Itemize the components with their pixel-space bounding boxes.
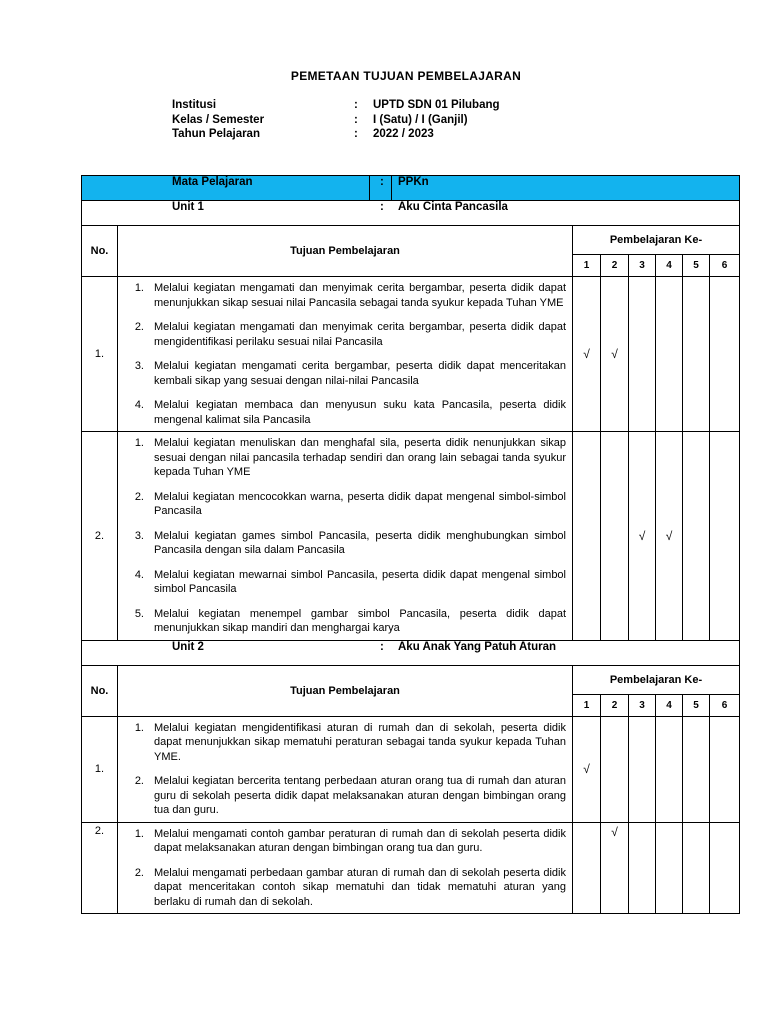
objective-number: 3. bbox=[134, 529, 144, 542]
objective-text: Melalui mengamati perbedaan gambar aturan di rumah dan di sekolah peserta didik dapat menceritakan contoh sikap mematuhi dan tidak mematuhi aturan yang berlaku di rumah dan di sekolah. bbox=[154, 866, 566, 908]
subject-label: Mata Pelajaran bbox=[172, 176, 253, 188]
unit-row bbox=[82, 201, 740, 226]
table-row bbox=[82, 432, 740, 641]
objective-list bbox=[118, 717, 572, 822]
meta-value: 2022 / 2023 bbox=[373, 128, 434, 140]
lesson-check-cell bbox=[573, 432, 601, 641]
subject-divider bbox=[369, 176, 370, 200]
objective-text: Melalui kegiatan bercerita tentang perbedaan aturan orang tua di rumah dan aturan guru di sekolah peserta didik dapat melaksanakan aturan dengan bimbingan orang tua dan guru. bbox=[154, 775, 566, 816]
subject-cell bbox=[82, 176, 740, 201]
row-objectives bbox=[118, 432, 573, 641]
meta-colon: : bbox=[354, 113, 358, 126]
lesson-check-cell bbox=[710, 716, 740, 822]
lesson-check-cell bbox=[656, 822, 683, 914]
meta-row bbox=[172, 128, 572, 143]
unit-cell bbox=[82, 640, 740, 665]
row-number: 1. bbox=[82, 716, 118, 822]
header-no: No. bbox=[82, 226, 118, 277]
lesson-check-cell bbox=[683, 277, 710, 432]
objective-number: 3. bbox=[134, 360, 144, 372]
subject-divider bbox=[391, 176, 392, 200]
page-title: PEMETAAN TUJUAN PEMBELAJARAN bbox=[290, 69, 522, 83]
objective-item bbox=[124, 866, 566, 910]
lesson-check-cell: √ bbox=[601, 277, 629, 432]
unit-wrap bbox=[82, 641, 739, 665]
subject-row bbox=[82, 176, 740, 201]
objective-item bbox=[124, 529, 566, 558]
objective-text: Melalui kegiatan mengamati cerita bergambar, peserta didik dapat menceritakan kembali sikap yang sesuai dengan nilai-nilai Pancasila bbox=[154, 360, 566, 387]
objective-number: 2. bbox=[134, 775, 144, 787]
unit-label: Unit 1 bbox=[172, 201, 204, 213]
lesson-check-cell: √ bbox=[573, 277, 601, 432]
objective-text: Melalui kegiatan membaca dan menyusun suku kata Pancasila, peserta didik mengenal kalimat sila Pancasila bbox=[154, 399, 566, 426]
lesson-check-cell: √ bbox=[656, 432, 683, 641]
objective-text: Melalui kegiatan games simbol Pancasila, peserta didik menghubungkan simbol Pancasila dengan sila dalam Pancasila bbox=[154, 529, 566, 556]
header-lesson-number: 4 bbox=[656, 255, 683, 277]
objective-list bbox=[118, 277, 572, 431]
table-row bbox=[82, 822, 740, 914]
meta-row bbox=[172, 114, 572, 129]
lesson-check-cell bbox=[710, 432, 740, 641]
subject-value: PPKn bbox=[398, 176, 429, 188]
objective-number: 4. bbox=[134, 568, 144, 581]
objective-number: 2. bbox=[134, 321, 144, 333]
table-row bbox=[82, 277, 740, 432]
objective-text: Melalui kegiatan menempel gambar simbol Pancasila, peserta didik dapat menunjukkan sikap mandiri dan menghargai karya bbox=[154, 607, 566, 634]
header-lesson-number: 4 bbox=[656, 694, 683, 716]
objective-item bbox=[124, 568, 566, 597]
objective-item bbox=[124, 774, 566, 818]
header-lesson-number: 6 bbox=[710, 694, 740, 716]
meta-row bbox=[172, 99, 572, 114]
unit-wrap bbox=[82, 201, 739, 225]
lesson-check-cell bbox=[629, 277, 656, 432]
objective-item bbox=[124, 436, 566, 480]
objective-text: Melalui mengamati contoh gambar peraturan di rumah dan di sekolah peserta didik dapat melaksanakan aturan dengan bimbingan orang tua dan guru. bbox=[154, 827, 566, 854]
objective-number: 5. bbox=[134, 607, 144, 620]
row-objectives bbox=[118, 716, 573, 822]
lesson-check-cell bbox=[601, 716, 629, 822]
header-lesson-number: 2 bbox=[601, 255, 629, 277]
lesson-check-cell bbox=[683, 716, 710, 822]
header-no: No. bbox=[82, 665, 118, 716]
header-lesson-number: 1 bbox=[573, 694, 601, 716]
header-lesson-number: 5 bbox=[683, 255, 710, 277]
objective-number: 1. bbox=[134, 827, 144, 840]
objective-number: 1. bbox=[134, 282, 144, 294]
objective-item bbox=[124, 281, 566, 310]
objective-item bbox=[124, 320, 566, 349]
unit-colon: : bbox=[380, 201, 384, 213]
row-number: 2. bbox=[82, 432, 118, 641]
header-lesson-number: 1 bbox=[573, 255, 601, 277]
objective-text: Melalui kegiatan mewarnai simbol Pancasila, peserta didik dapat mengenal simbol simbol Pancasila bbox=[154, 568, 566, 595]
objective-text: Melalui kegiatan mengamati dan menyimak cerita bergambar, peserta didik dapat menunjukkan sikap sesuai nilai Pancasila sebagai tanda syukur kepada Tuhan YME bbox=[154, 282, 566, 309]
row-objectives bbox=[118, 277, 573, 432]
lesson-check-cell bbox=[601, 432, 629, 641]
lesson-check-cell: √ bbox=[601, 822, 629, 914]
objective-list bbox=[118, 823, 572, 914]
unit-colon: : bbox=[380, 640, 384, 653]
subject-wrap bbox=[82, 176, 739, 200]
lesson-check-cell: √ bbox=[629, 432, 656, 641]
objective-item bbox=[124, 721, 566, 765]
objective-text: Melalui kegiatan mengamati dan menyimak cerita bergambar, peserta didik dapat mengidentifikasi perilaku sesuai nilai Pancasila bbox=[154, 321, 566, 348]
table-header-row bbox=[82, 665, 740, 694]
meta-label: Tahun Pelajaran bbox=[172, 128, 260, 140]
header-tujuan: Tujuan Pembelajaran bbox=[118, 665, 573, 716]
objective-number: 2. bbox=[134, 866, 144, 879]
row-objectives bbox=[118, 822, 573, 914]
row-number: 1. bbox=[82, 277, 118, 432]
lesson-check-cell bbox=[656, 277, 683, 432]
objective-number: 1. bbox=[134, 721, 144, 734]
unit-row bbox=[82, 640, 740, 665]
row-number: 2. bbox=[82, 822, 118, 914]
lesson-check-cell bbox=[710, 822, 740, 914]
header-lesson-number: 3 bbox=[629, 255, 656, 277]
meta-label: Institusi bbox=[172, 99, 217, 111]
document-meta bbox=[172, 99, 572, 143]
header-lesson-number: 2 bbox=[601, 694, 629, 716]
meta-value: UPTD SDN 01 Pilubang bbox=[373, 99, 500, 111]
lesson-check-cell bbox=[573, 822, 601, 914]
unit-name: Aku Cinta Pancasila bbox=[398, 201, 508, 213]
objective-text: Melalui kegiatan mengidentifikasi aturan di rumah dan di sekolah, peserta didik dapat menunjukkan sikap mematuhi peraturan sebagai tanda syukur kepada Tuhan YME. bbox=[154, 721, 566, 763]
lesson-check-cell bbox=[710, 277, 740, 432]
header-tujuan: Tujuan Pembelajaran bbox=[118, 226, 573, 277]
objective-number: 2. bbox=[134, 490, 144, 503]
table-row bbox=[82, 716, 740, 822]
mapping-table bbox=[81, 175, 740, 914]
lesson-check-cell bbox=[629, 822, 656, 914]
objective-item bbox=[124, 359, 566, 388]
header-lesson-number: 5 bbox=[683, 694, 710, 716]
unit-name: Aku Anak Yang Patuh Aturan bbox=[398, 640, 557, 653]
objective-item bbox=[124, 827, 566, 856]
lesson-check-cell: √ bbox=[573, 716, 601, 822]
lesson-check-cell bbox=[629, 716, 656, 822]
objective-item bbox=[124, 607, 566, 636]
header-pembelajaran-ke: Pembelajaran Ke- bbox=[573, 665, 740, 694]
subject-colon: : bbox=[380, 176, 384, 188]
objective-text: Melalui kegiatan mencocokkan warna, peserta didik dapat mengenal simbol-simbol Pancasila bbox=[154, 490, 566, 517]
table-header-row bbox=[82, 226, 740, 255]
meta-colon: : bbox=[354, 128, 358, 140]
header-lesson-number: 6 bbox=[710, 255, 740, 277]
unit-label: Unit 2 bbox=[172, 640, 204, 653]
objective-item bbox=[124, 490, 566, 519]
meta-colon: : bbox=[354, 99, 358, 111]
lesson-check-cell bbox=[683, 822, 710, 914]
lesson-check-cell bbox=[656, 716, 683, 822]
objective-number: 4. bbox=[134, 399, 144, 411]
unit-cell bbox=[82, 201, 740, 226]
header-pembelajaran-ke: Pembelajaran Ke- bbox=[573, 226, 740, 255]
objective-number: 1. bbox=[134, 437, 144, 449]
meta-label: Kelas / Semester bbox=[172, 113, 265, 126]
lesson-check-cell bbox=[683, 432, 710, 641]
objective-list bbox=[118, 432, 572, 640]
objective-item bbox=[124, 398, 566, 427]
meta-value: I (Satu) / I (Ganjil) bbox=[373, 113, 468, 126]
objective-text: Melalui kegiatan menuliskan dan menghafal sila, peserta didik nenunjukkan sikap sesuai dengan nilai pancasila terhadap sendiri dan orang lain sebagai tanda syukur kepada Tuhan YME bbox=[154, 437, 566, 478]
header-lesson-number: 3 bbox=[629, 694, 656, 716]
